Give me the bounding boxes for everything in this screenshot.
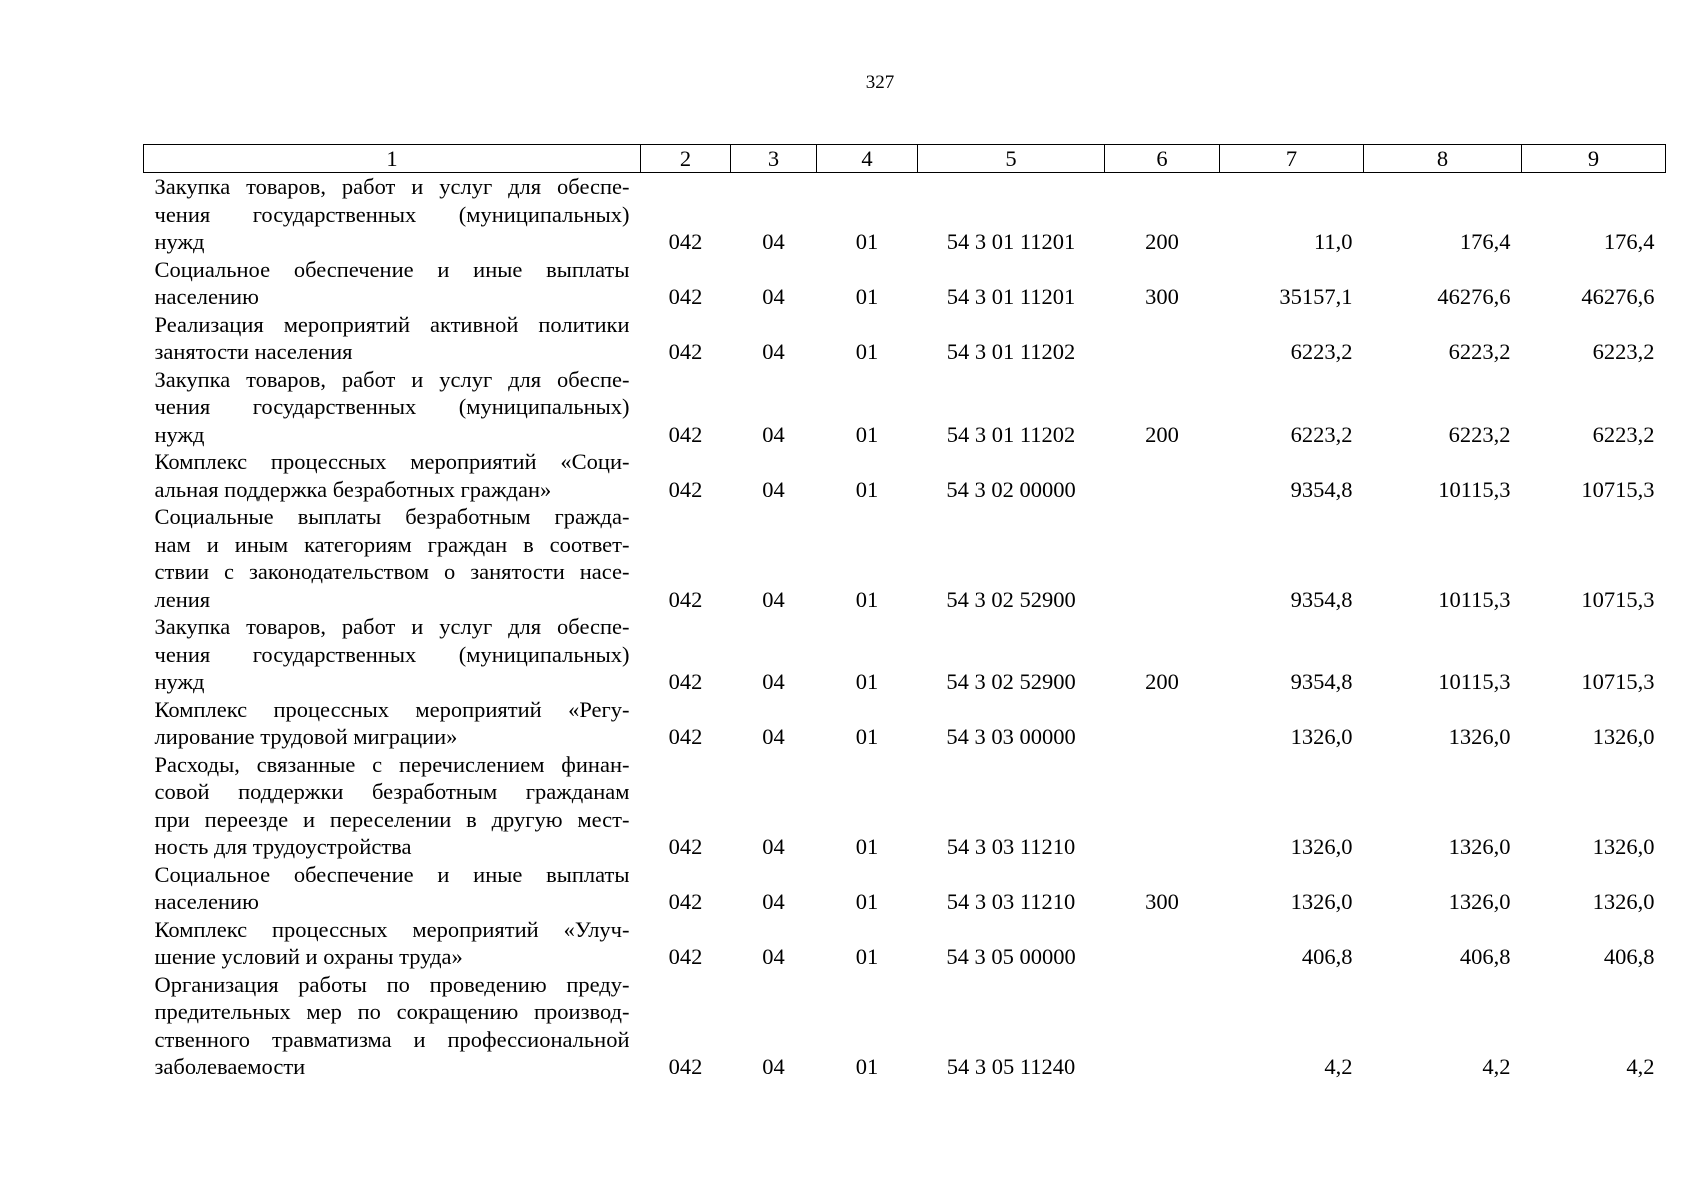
item-name-cell <box>144 613 641 696</box>
section-code-cell: 04 <box>762 724 785 749</box>
expense-type-cell <box>1105 448 1220 503</box>
expense-type-cell <box>1105 751 1220 861</box>
subsection-code-cell: 01 <box>855 1054 879 1079</box>
item-name-cell <box>144 971 641 1081</box>
column-header: 6 <box>1105 145 1220 173</box>
expense-type-cell <box>1105 311 1220 366</box>
item-name-cell <box>144 311 641 366</box>
section-code-cell: 04 <box>762 284 785 309</box>
item-name-cell <box>144 861 641 916</box>
subsection-code-cell: 01 <box>855 724 879 749</box>
item-name-line: нужд <box>154 669 205 694</box>
column-header: 3 <box>731 145 817 173</box>
ministry-code-cell: 042 <box>668 229 703 254</box>
amount-col7-cell: 1326,0 <box>1290 889 1353 914</box>
amount-col7-cell: 35157,1 <box>1279 284 1353 309</box>
amount-col9-cell: 10715,3 <box>1581 586 1655 612</box>
item-name-line: Расходы, связанные с перечислением финан- <box>154 751 630 777</box>
item-name-cell <box>144 751 641 861</box>
item-name-line: Закупка товаров, работ и услуг для обеспе- <box>154 366 630 392</box>
subsection-code-cell: 01 <box>855 586 879 612</box>
item-name-line: заболеваемости <box>154 1054 306 1079</box>
item-name-line: нужд <box>154 421 205 447</box>
item-name-line: ность для трудоустройства <box>154 834 412 859</box>
column-header: 1 <box>144 145 641 173</box>
amount-col7-cell: 4,2 <box>1324 1054 1353 1079</box>
target-article-cell: 54 3 05 00000 <box>946 944 1076 969</box>
item-name-line: Закупка товаров, работ и услуг для обеспе- <box>154 614 630 639</box>
amount-col8-cell: 4,2 <box>1482 1054 1511 1079</box>
amount-col7-cell: 6223,2 <box>1290 339 1353 364</box>
subsection-code-cell: 01 <box>855 229 879 254</box>
item-name-line: Комплекс процессных мероприятий «Соци- <box>154 449 630 474</box>
amount-col9-cell: 10715,3 <box>1581 669 1655 694</box>
amount-col7-cell: 9354,8 <box>1290 476 1353 502</box>
ministry-code-cell: 042 <box>668 339 703 364</box>
ministry-code-cell: 042 <box>668 889 703 914</box>
amount-col8-cell: 406,8 <box>1459 944 1511 969</box>
ministry-code-cell: 042 <box>668 284 703 309</box>
table-row <box>144 256 1666 311</box>
table-header <box>144 145 1666 173</box>
amount-col9-cell: 176,4 <box>1603 229 1655 254</box>
item-name-line: Закупка товаров, работ и услуг для обеспе- <box>154 174 630 199</box>
item-name-line: ления <box>154 586 211 612</box>
amount-col9-cell: 1326,0 <box>1592 889 1655 914</box>
column-header: 4 <box>817 145 918 173</box>
ministry-code-cell: 042 <box>668 421 703 447</box>
expense-type-cell <box>1105 696 1220 751</box>
item-name-cell <box>144 696 641 751</box>
section-code-cell: 04 <box>762 889 785 914</box>
amount-col8-cell: 46276,6 <box>1437 284 1511 309</box>
section-code-cell: 04 <box>762 834 785 859</box>
table-row <box>144 861 1666 916</box>
item-name-line: Социальные выплаты безработным гражда- <box>154 504 630 529</box>
target-article-cell: 54 3 02 00000 <box>946 476 1076 502</box>
amount-col7-cell: 6223,2 <box>1290 421 1353 447</box>
column-header: 9 <box>1522 145 1666 173</box>
amount-col8-cell: 1326,0 <box>1448 834 1511 859</box>
target-article-cell: 54 3 03 11210 <box>946 834 1076 859</box>
section-code-cell: 04 <box>762 944 785 969</box>
item-name-line: ствии с законодательством о занятости насе- <box>154 559 630 584</box>
item-name-line: нам и иным категориям граждан в соответ- <box>154 531 630 557</box>
item-name-line: населению <box>154 284 259 309</box>
section-code-cell: 04 <box>762 421 785 447</box>
amount-col7-cell: 11,0 <box>1313 229 1353 254</box>
item-name-line: Социальное обеспечение и иные выплаты <box>154 861 630 887</box>
amount-col9-cell: 1326,0 <box>1592 834 1655 859</box>
amount-col8-cell: 10115,3 <box>1438 669 1511 694</box>
subsection-code-cell: 01 <box>855 339 879 364</box>
amount-col8-cell: 1326,0 <box>1448 889 1511 914</box>
table-row <box>144 311 1666 366</box>
item-name-line: Комплекс процессных мероприятий «Регу- <box>154 696 630 722</box>
column-header: 7 <box>1220 145 1364 173</box>
ministry-code-cell: 042 <box>668 669 703 694</box>
section-code-cell: 04 <box>762 339 785 364</box>
target-article-cell: 54 3 03 11210 <box>946 889 1076 914</box>
item-name-cell <box>144 256 641 311</box>
ministry-code-cell: 042 <box>668 1054 703 1079</box>
item-name-line: альная поддержка безработных граждан» <box>154 476 552 502</box>
column-number-row <box>144 145 1666 173</box>
amount-col7-cell: 9354,8 <box>1290 586 1353 612</box>
subsection-code-cell: 01 <box>855 669 879 694</box>
item-name-line: шение условий и охраны труда» <box>154 944 463 969</box>
item-name-line: Комплекс процессных мероприятий «Улуч- <box>154 916 630 942</box>
table-row <box>144 751 1666 861</box>
target-article-cell: 54 3 01 11201 <box>946 229 1076 254</box>
target-article-cell: 54 3 01 11202 <box>946 339 1076 364</box>
amount-col9-cell: 406,8 <box>1603 944 1655 969</box>
subsection-code-cell: 01 <box>855 944 879 969</box>
amount-col9-cell: 46276,6 <box>1581 284 1655 309</box>
section-code-cell: 04 <box>762 476 785 502</box>
amount-col8-cell: 6223,2 <box>1448 421 1511 447</box>
subsection-code-cell: 01 <box>855 834 879 859</box>
expense-type-cell: 200 <box>1145 669 1179 694</box>
subsection-code-cell: 01 <box>855 476 879 502</box>
target-article-cell: 54 3 01 11201 <box>946 284 1076 309</box>
table-body <box>144 173 1666 1081</box>
ministry-code-cell: 042 <box>668 586 703 612</box>
item-name-line: чения государственных (муниципальных) <box>154 641 630 667</box>
item-name-line: чения государственных (муниципальных) <box>154 394 630 419</box>
expense-type-cell <box>1105 916 1220 971</box>
section-code-cell: 04 <box>762 669 785 694</box>
amount-col8-cell: 1326,0 <box>1448 724 1511 749</box>
table-row <box>144 366 1666 449</box>
amount-col8-cell: 176,4 <box>1459 229 1511 254</box>
subsection-code-cell: 01 <box>855 284 879 309</box>
budget-table <box>143 144 1666 1081</box>
ministry-code-cell: 042 <box>668 476 703 502</box>
item-name-cell <box>144 366 641 449</box>
item-name-cell <box>144 173 641 256</box>
ministry-code-cell: 042 <box>668 724 703 749</box>
item-name-line: чения государственных (муниципальных) <box>154 201 630 227</box>
expense-type-cell <box>1105 971 1220 1081</box>
item-name-line: ственного травматизма и профессиональной <box>154 1026 630 1052</box>
item-name-line: занятости населения <box>154 339 353 364</box>
amount-col7-cell: 406,8 <box>1301 944 1353 969</box>
item-name-line: нужд <box>154 229 205 254</box>
item-name-cell <box>144 448 641 503</box>
item-name-line: лирование трудовой миграции» <box>154 724 458 749</box>
expense-type-cell <box>1105 503 1220 613</box>
table-row <box>144 916 1666 971</box>
subsection-code-cell: 01 <box>855 889 879 914</box>
section-code-cell: 04 <box>762 586 785 612</box>
expense-type-cell: 200 <box>1145 421 1179 447</box>
amount-col9-cell: 6223,2 <box>1592 421 1655 447</box>
item-name-line: Организация работы по проведению преду- <box>154 971 630 997</box>
page-number: 327 <box>865 72 895 93</box>
amount-col9-cell: 4,2 <box>1626 1054 1655 1079</box>
item-name-line: Социальное обеспечение и иные выплаты <box>154 256 630 282</box>
amount-col9-cell: 10715,3 <box>1581 476 1655 502</box>
amount-col9-cell: 6223,2 <box>1592 339 1655 364</box>
section-code-cell: 04 <box>762 229 785 254</box>
amount-col7-cell: 1326,0 <box>1290 724 1353 749</box>
expense-type-cell: 300 <box>1145 889 1179 914</box>
item-name-cell <box>144 503 641 613</box>
expense-type-cell: 200 <box>1145 229 1179 254</box>
target-article-cell: 54 3 03 00000 <box>946 724 1076 749</box>
column-header: 5 <box>918 145 1105 173</box>
target-article-cell: 54 3 05 11240 <box>946 1054 1076 1079</box>
subsection-code-cell: 01 <box>855 421 879 447</box>
item-name-line: населению <box>154 889 259 914</box>
section-code-cell: 04 <box>762 1054 785 1079</box>
amount-col7-cell: 9354,8 <box>1290 669 1353 694</box>
table-row <box>144 971 1666 1081</box>
amount-col9-cell: 1326,0 <box>1592 724 1655 749</box>
ministry-code-cell: 042 <box>668 944 703 969</box>
amount-col8-cell: 10115,3 <box>1438 476 1511 502</box>
column-header: 8 <box>1364 145 1522 173</box>
table-row <box>144 173 1666 256</box>
amount-col7-cell: 1326,0 <box>1290 834 1353 859</box>
item-name-line: предительных мер по сокращению производ- <box>154 999 630 1024</box>
target-article-cell: 54 3 02 52900 <box>946 586 1076 612</box>
item-name-line: при переезде и переселении в другую мест- <box>154 806 630 832</box>
table-row <box>144 448 1666 503</box>
expense-type-cell: 300 <box>1145 284 1179 309</box>
item-name-line: Реализация мероприятий активной политики <box>154 311 630 337</box>
column-header: 2 <box>641 145 731 173</box>
target-article-cell: 54 3 02 52900 <box>946 669 1076 694</box>
ministry-code-cell: 042 <box>668 834 703 859</box>
target-article-cell: 54 3 01 11202 <box>946 421 1076 447</box>
item-name-cell <box>144 916 641 971</box>
table-row <box>144 696 1666 751</box>
amount-col8-cell: 6223,2 <box>1448 339 1511 364</box>
table-row <box>144 613 1666 696</box>
amount-col8-cell: 10115,3 <box>1438 586 1511 612</box>
table-row <box>144 503 1666 613</box>
item-name-line: совой поддержки безработным гражданам <box>154 779 630 804</box>
